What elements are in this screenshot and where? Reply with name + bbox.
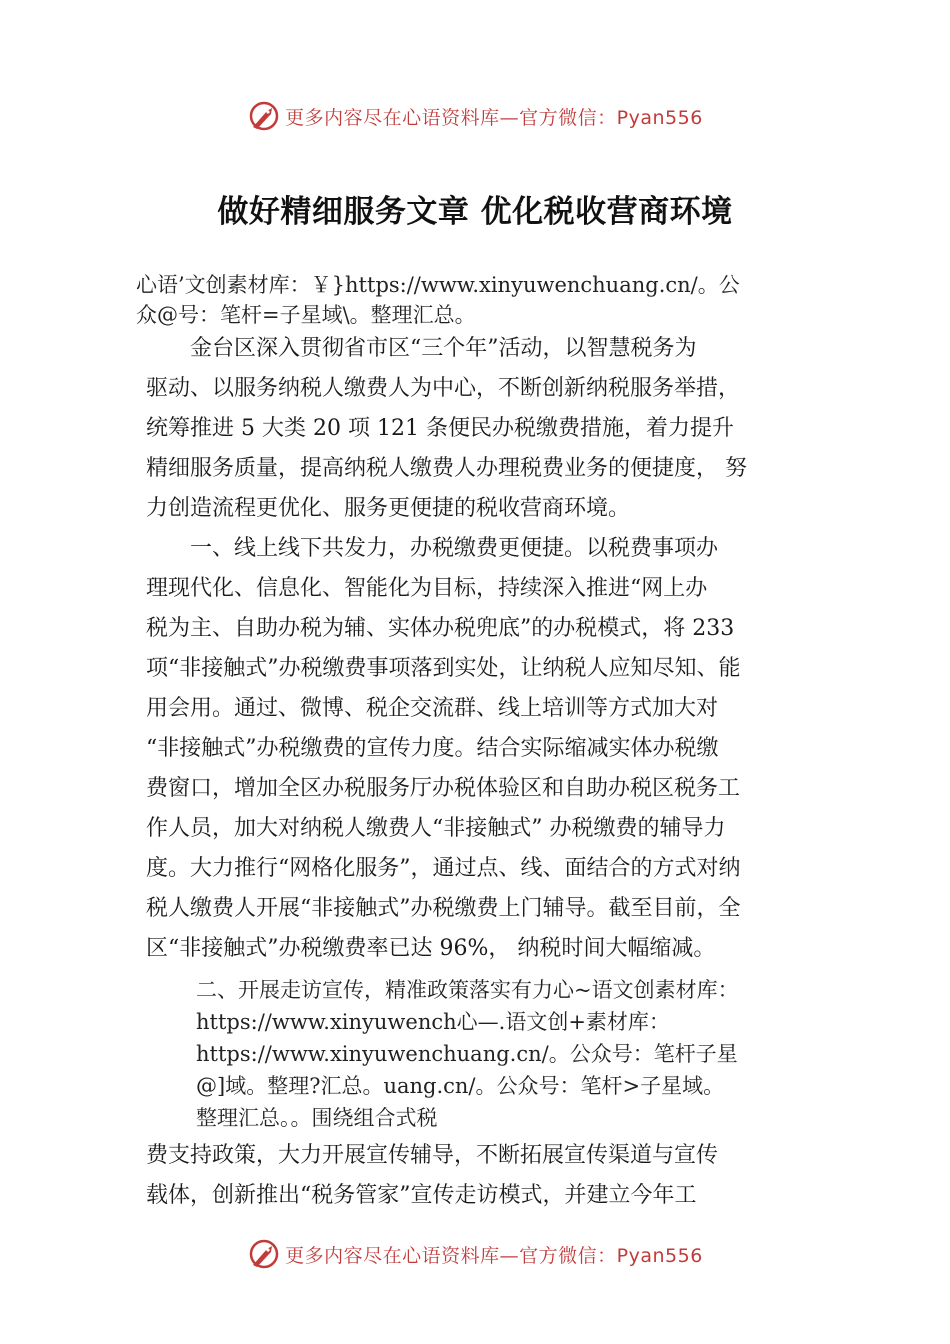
footer-banner [0,1234,950,1274]
text-line: 金台区深入贯彻省市区“三个年”活动，以智慧税务为 [146,336,697,361]
source-line: 心语’文创素材库：￥}https://www.xinyuwenchuang.cn/。公 [136,273,740,297]
source-note [136,270,836,330]
text-line: 费支持政策，大力开展宣传辅导，不断拓展宣传渠道与宣传 [146,1143,719,1168]
source-line: 众@号：笔杆=子星域\。整理汇总。 [136,303,476,327]
header-banner [0,96,950,136]
text-line: 费窗口，增加全区办税服务厅办税体验区和自助办税区税务工 [146,776,741,801]
text-line: 力创造流程更优化、服务更便捷的税收营商环境。 [146,496,631,521]
page-title: 做好精细服务文章 优化税收营商环境 [217,194,733,230]
text-line: 用会用。通过、微博、税企交流群、线上培训等方式加大对 [146,696,719,721]
text-line: 驱动、以服务纳税人缴费人为中心，不断创新纳税服务举措， [146,376,741,401]
banner-text: 更多内容尽在心语资料库—官方微信：Pyan556 [285,106,703,129]
text-line: 理现代化、信息化、智能化为目标，持续深入推进“网上办 [146,576,708,601]
pen-nib-logo-icon [247,99,281,133]
text-line: 统筹推进 5 大类 20 项 121 条便民办税缴费措施，着力提升 [146,416,734,441]
paragraph-section-1 [146,529,836,969]
text-line: https://www.xinyuwenchuang.cn/。公众号：笔杆子星 [196,1042,738,1066]
wechat-id: Pyan556 [616,1244,703,1267]
banner-text: 更多内容尽在心语资料库—官方微信：Pyan556 [285,1244,703,1267]
pen-nib-logo-icon [247,1237,281,1271]
wechat-id: Pyan556 [616,106,703,129]
text-line: 载体，创新推出“税务管家”宣传走访模式，并建立今年工 [146,1183,697,1208]
text-line: 项“非接触式”办税缴费事项落到实处，让纳税人应知尽知、能 [146,656,741,681]
text-line: https://www.xinyuwench心—.语文创+素材库： [196,1010,670,1034]
text-line: 作人员，加大对纳税人缴费人“非接触式” 办税缴费的辅导力 [146,816,726,841]
text-line: 度。大力推行“网格化服务”，通过点、线、面结合的方式对纳 [146,856,741,881]
text-line: 税人缴费人开展“非接触式”办税缴费上门辅导。截至目前，全 [146,896,741,921]
text-line: 整理汇总。。围绕组合式税 [196,1106,438,1130]
text-line: “非接触式”办税缴费的宣传力度。结合实际缩减实体办税缴 [146,736,719,761]
section-2-heading-noisy [196,974,896,1134]
text-line: 税为主、自助办税为辅、实体办税兜底”的办税模式，将 233 [146,616,735,641]
paragraph-section-2 [146,1136,836,1216]
text-line: @]域。整理?汇总。uang.cn/。公众号：笔杆>子星域。 [196,1074,725,1098]
text-line: 二、开展走访宣传，精准政策落实有力心~语文创素材库： [196,978,739,1002]
text-line: 一、线上线下共发力，办税缴费更便捷。以税费事项办 [146,536,719,561]
text-line: 精细服务质量，提高纳税人缴费人办理税费业务的便捷度， 努 [146,456,747,481]
paragraph-intro [146,329,836,529]
text-line: 区“非接触式”办税缴费率已达 96%， 纳税时间大幅缩减。 [146,936,716,961]
